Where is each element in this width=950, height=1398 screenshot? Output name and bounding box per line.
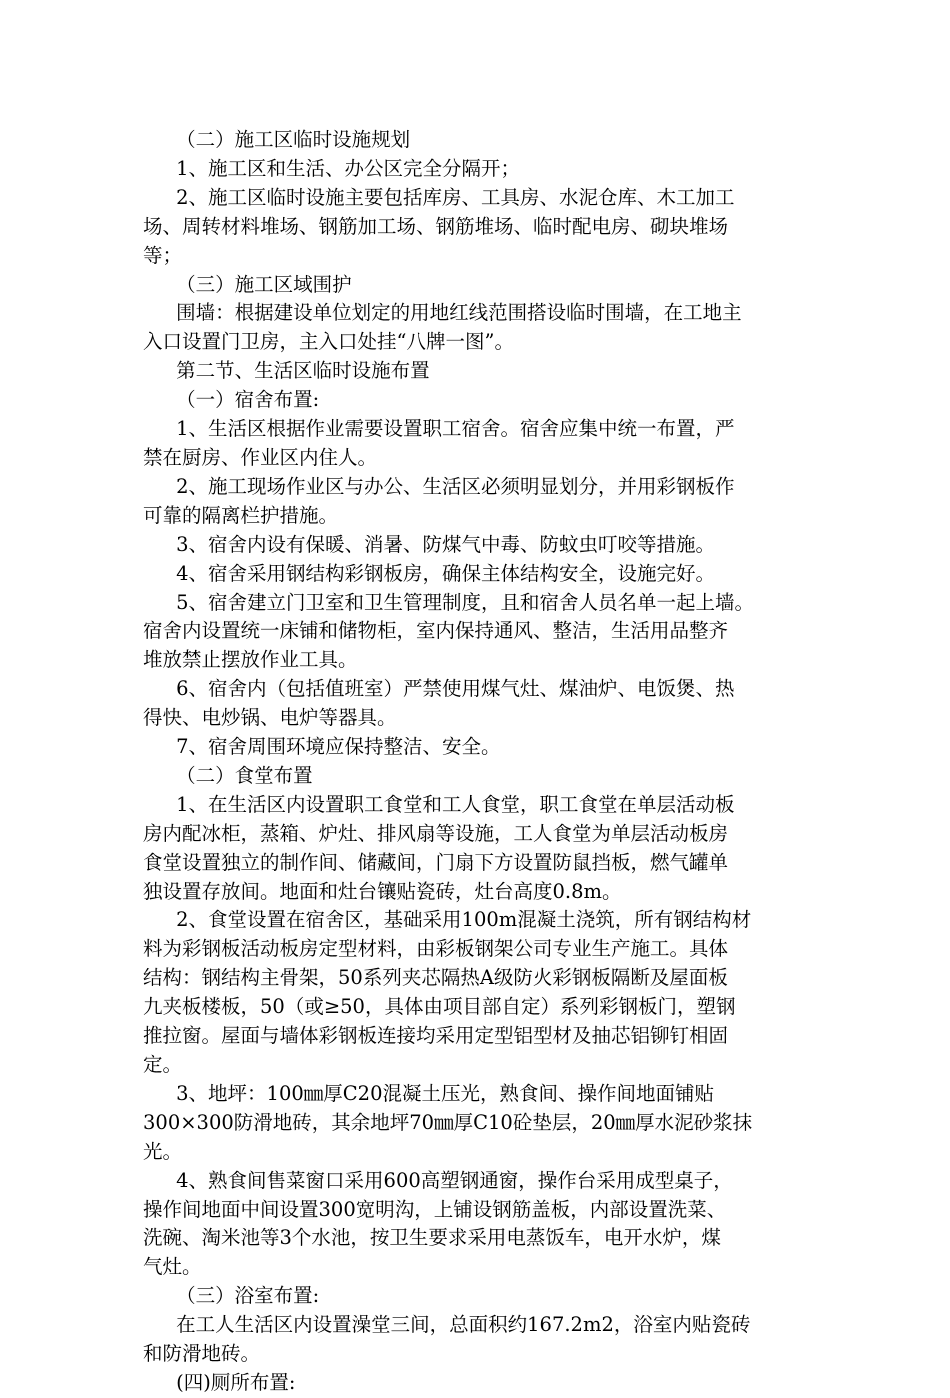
paragraph-line: 4、宿舍采用钢结构彩钢板房，确保主体结构安全，设施完好。 — [176, 561, 716, 585]
paragraph-line: 3、地坪：100㎜厚C20混凝土压光，熟食间、操作间地面铺贴 — [176, 1081, 715, 1105]
paragraph-line: 3、宿舍内设有保暖、消暑、防煤气中毒、防蚊虫叮咬等措施。 — [176, 532, 716, 556]
subsection-heading: （二）食堂布置 — [176, 763, 313, 787]
paragraph-line: 和防滑地砖。 — [143, 1342, 261, 1366]
paragraph-line: 6、宿舍内（包括值班室）严禁使用煤气灶、煤油炉、电饭煲、热 — [176, 677, 735, 701]
paragraph-line: 2、施工区临时设施主要包括库房、工具房、水泥仓库、木工加工 — [176, 185, 735, 209]
section-heading: 第二节、生活区临时设施布置 — [176, 359, 430, 383]
paragraph-line: 入口设置门卫房，主入口处挂“八牌一图”。 — [143, 330, 514, 354]
paragraph-line: 4、熟食间售菜窗口采用600高塑钢通窗，操作台采用成型桌子， — [176, 1168, 733, 1192]
paragraph-line: 宿舍内设置统一床铺和储物柜，室内保持通风、整洁，生活用品整齐 — [143, 619, 729, 643]
paragraph-line: 2、施工现场作业区与办公、生活区必须明显划分，并用彩钢板作 — [176, 474, 735, 498]
paragraph-line: 围墙：根据建设单位划定的用地红线范围搭设临时围墙，在工地主 — [176, 301, 742, 325]
paragraph-line: 洗碗、淘米池等3个水池，按卫生要求采用电蒸饭车，电开水炉，煤 — [143, 1226, 721, 1250]
paragraph-line: 房内配冰柜，蒸箱、炉灶、排风扇等设施，工人食堂为单层活动板房 — [143, 821, 729, 845]
subsection-heading: (四)厕所布置: — [176, 1370, 296, 1394]
subsection-heading: （三）浴室布置: — [176, 1284, 320, 1308]
paragraph-line: 5、宿舍建立门卫室和卫生管理制度，且和宿舍人员名单一起上墙。 — [176, 590, 755, 614]
paragraph-line: 可靠的隔离栏护措施。 — [143, 503, 339, 527]
paragraph-line: 300×300防滑地砖，其余地坪70㎜厚C10砼垫层，20㎜厚水泥砂浆抹 — [143, 1110, 753, 1134]
paragraph-line: 场、周转材料堆场、钢筋加工场、钢筋堆场、临时配电房、砌块堆场 — [143, 214, 729, 238]
paragraph-line: 料为彩钢板活动板房定型材料，由彩板钢架公司专业生产施工。具体 — [143, 937, 729, 961]
subsection-heading: （一）宿舍布置: — [176, 388, 320, 412]
paragraph-line: 禁在厨房、作业区内住人。 — [143, 445, 378, 469]
paragraph-line: 结构：钢结构主骨架，50系列夹芯隔热A级防火彩钢板隔断及屋面板 — [143, 966, 728, 990]
paragraph-line: 食堂设置独立的制作间、储藏间，门扇下方设置防鼠挡板，燃气罐单 — [143, 850, 729, 874]
paragraph-line: 在工人生活区内设置澡堂三间，总面积约167.2m2，浴室内贴瓷砖 — [176, 1313, 751, 1337]
document-body — [143, 126, 823, 1398]
paragraph-line: 推拉窗。屋面与墙体彩钢板连接均采用定型铝型材及抽芯铝铆钉相固 — [143, 1024, 729, 1048]
paragraph-line: 九夹板楼板，50（或≥50，具体由项目部自定）系列彩钢板门，塑钢 — [143, 995, 736, 1019]
subsection-heading: （三）施工区域围护 — [176, 272, 352, 296]
paragraph-line: 1、生活区根据作业需要设置职工宿舍。宿舍应集中统一布置，严 — [176, 417, 735, 441]
paragraph-line: 得快、电炒锅、电炉等器具。 — [143, 706, 397, 730]
paragraph-line: 光。 — [143, 1139, 183, 1163]
paragraph-line: 气灶。 — [143, 1255, 202, 1279]
paragraph-line: 等； — [143, 243, 183, 267]
paragraph-line: 1、施工区和生活、办公区完全分隔开； — [176, 156, 521, 180]
paragraph-line: 2、食堂设置在宿舍区，基础采用100m混凝土浇筑，所有钢结构材 — [176, 908, 752, 932]
paragraph-line: 堆放禁止摆放作业工具。 — [143, 648, 358, 672]
paragraph-line: 7、宿舍周围环境应保持整洁、安全。 — [176, 735, 501, 759]
paragraph-line: 操作间地面中间设置300宽明沟，上铺设钢筋盖板，内部设置洗菜、 — [143, 1197, 727, 1221]
subsection-heading: （二）施工区临时设施规划 — [176, 128, 411, 151]
paragraph-line: 独设置存放间。地面和灶台镶贴瓷砖，灶台高度0.8m。 — [143, 879, 622, 903]
paragraph-line: 1、在生活区内设置职工食堂和工人食堂，职工食堂在单层活动板 — [176, 792, 735, 816]
paragraph-line: 定。 — [143, 1053, 183, 1076]
